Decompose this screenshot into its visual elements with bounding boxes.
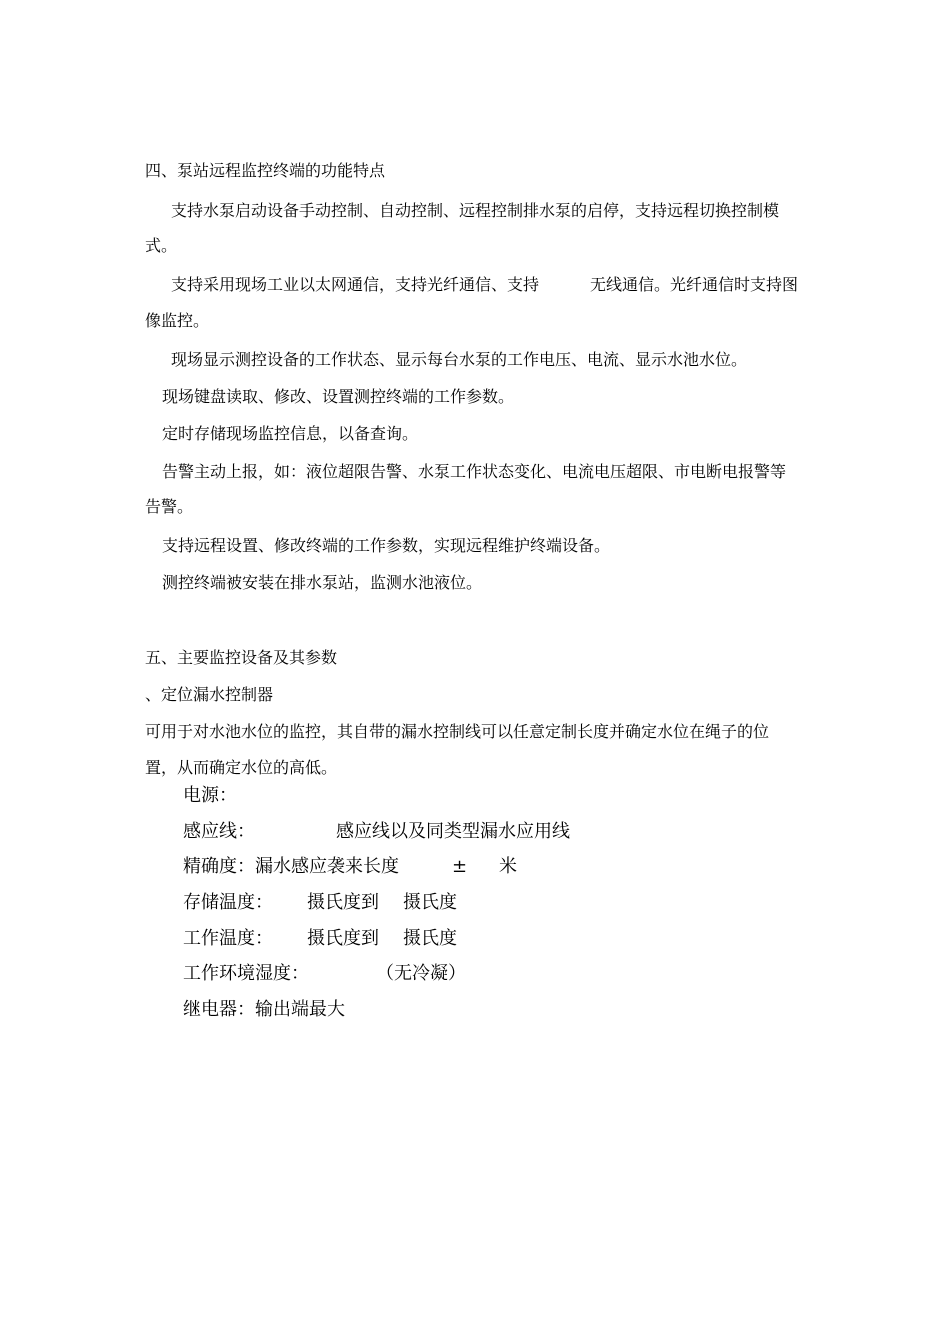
paragraph-pump-control-line2: 式。 — [145, 236, 178, 255]
spec-humidity — [183, 963, 483, 985]
section-5-heading: 五、主要监控设备及其参数 — [145, 648, 338, 667]
spec-sensor-line — [183, 821, 603, 843]
paragraph-pump-control-line1: 支持水泵启动设备手动控制、自动控制、远程控制排水泵的启停，支持远程切换控制模 — [171, 201, 780, 220]
spec-relay: 继电器：输出端最大 — [183, 999, 345, 1020]
communication-text-b: 无线通信。光纤通信时支持图 — [590, 275, 799, 294]
paragraph-display-status: 现场显示测控设备的工作状态、显示每台水泵的工作电压、电流、显示水池水位。 — [171, 350, 748, 369]
paragraph-communication-line1 — [171, 275, 811, 295]
communication-text-a: 支持采用现场工业以太网通信，支持光纤通信、支持 — [171, 275, 540, 294]
spec-storage-temp — [183, 892, 483, 914]
paragraph-communication-line2: 像监控。 — [145, 311, 210, 330]
spec-sensor-label: 感应线： — [183, 821, 255, 842]
spec-power: 电源： — [183, 785, 237, 806]
spec-humidity-value: （无冷凝） — [376, 963, 466, 984]
spec-precision-unit: 米 — [499, 856, 517, 877]
spec-storage-label: 存储温度： — [183, 892, 273, 913]
spec-working-temp-label: 工作温度： — [183, 928, 273, 949]
section-5-subheading: 、定位漏水控制器 — [145, 685, 274, 704]
spec-storage-to: 摄氏度 — [403, 892, 457, 913]
controller-description-line1: 可用于对水池水位的监控，其自带的漏水控制线可以任意定制长度并确定水位在绳子的位 — [145, 722, 770, 741]
paragraph-remote-maintenance: 支持远程设置、修改终端的工作参数，实现远程维护终端设备。 — [162, 536, 611, 555]
spec-storage-from: 摄氏度到 — [307, 892, 379, 913]
paragraph-keyboard-params: 现场键盘读取、修改、设置测控终端的工作参数。 — [162, 387, 515, 406]
paragraph-timed-storage: 定时存储现场监控信息，以备查询。 — [162, 424, 419, 443]
spec-precision-label: 精确度：漏水感应袭来长度 — [183, 856, 399, 877]
spec-working-temp-from: 摄氏度到 — [307, 928, 379, 949]
spec-working-temp — [183, 928, 483, 950]
spec-humidity-label: 工作环境湿度： — [183, 963, 309, 984]
paragraph-alarm-line1: 告警主动上报，如：液位超限告警、水泵工作状态变化、电流电压超限、市电断电报警等 — [162, 462, 787, 481]
spec-sensor-value: 感应线以及同类型漏水应用线 — [336, 821, 570, 842]
spec-precision-pm: ± — [452, 856, 468, 877]
controller-description-line2: 置，从而确定水位的高低。 — [145, 758, 338, 777]
spec-working-temp-to: 摄氏度 — [403, 928, 457, 949]
paragraph-alarm-line2: 告警。 — [145, 497, 194, 516]
paragraph-installation: 测控终端被安装在排水泵站，监测水池液位。 — [162, 573, 483, 592]
spec-precision — [183, 856, 543, 878]
section-4-heading: 四、泵站远程监控终端的功能特点 — [145, 161, 386, 180]
